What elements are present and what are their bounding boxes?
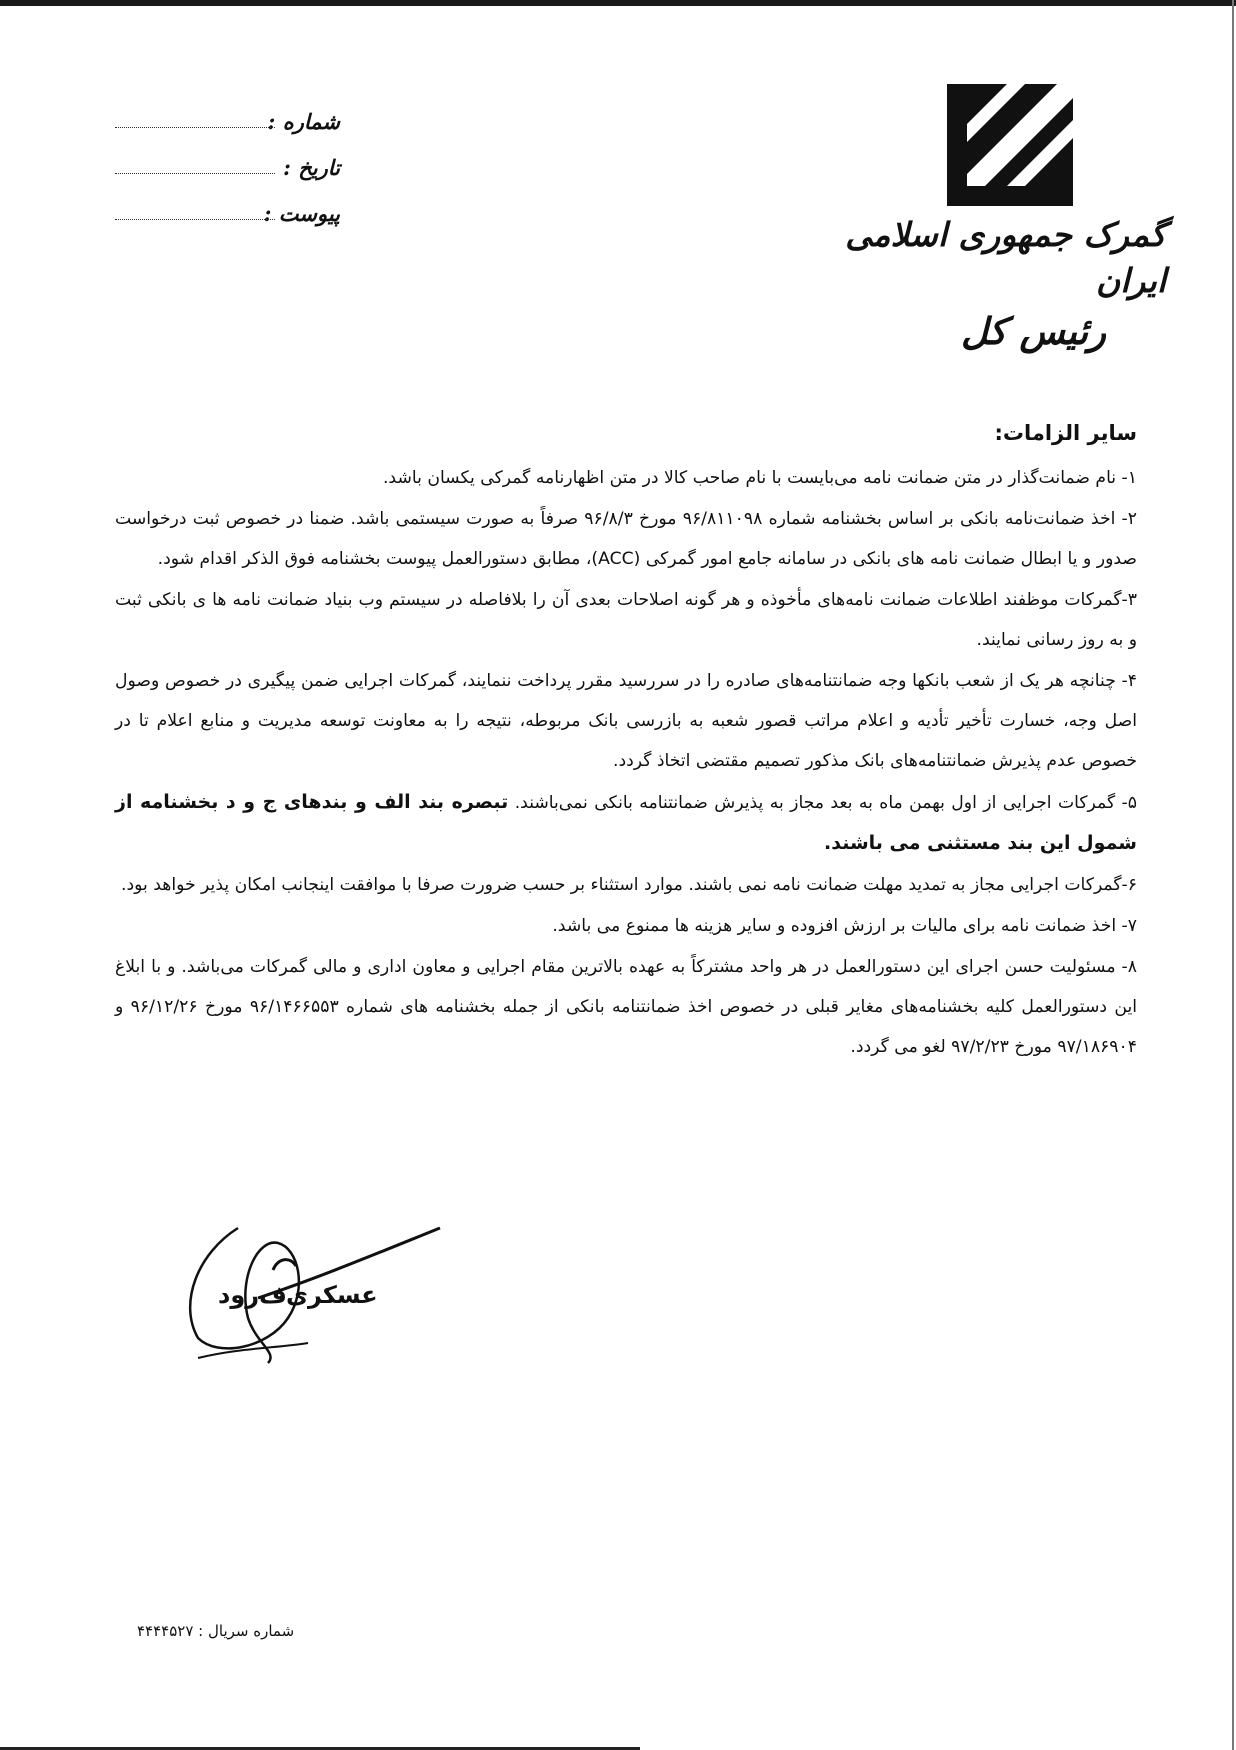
meta-attachment-line bbox=[115, 199, 275, 220]
meta-attachment-row bbox=[115, 180, 340, 226]
clause-4: ۴- چنانچه هر یک از شعب بانکها وجه ضمانتنامه‌های صادره را در سررسید مقرر پرداخت ننمایند، گمرکات اجرایی ضمن پیگیری در خصوص وصول اصل وجه، خسارت تأخیر تأدیه و اعلام مراتب قصور شعبه به بازرسی بانک مربوطه، نتیجه را به معاونت توسعه مدیریت و منابع اعلام تا در خصوص عدم پذیرش ضمانتنامه‌های بانک مذکور تصمیم مقتضی اتخاذ گردد. bbox=[115, 671, 1137, 771]
meta-date-row bbox=[115, 134, 340, 180]
top-border bbox=[0, 0, 1236, 6]
right-edge bbox=[1232, 0, 1234, 1750]
letter-body bbox=[115, 418, 1137, 1068]
serial-number: شماره سریال : ۴۴۴۴۵۲۷ bbox=[137, 1622, 295, 1640]
clause-5-note: تبصره بند الف و بندهای ج و د بخشنامه از شمول این بند مستثنی می باشند. bbox=[115, 791, 1137, 854]
clause-5-text: ۵- گمرکات اجرایی از اول بهمن ماه به بعد مجاز به پذیرش ضمانتنامه بانکی نمی‌باشند. bbox=[514, 793, 1137, 813]
meta-number-line bbox=[115, 107, 275, 128]
clause-2: ۲- اخذ ضمانت‌نامه بانکی بر اساس بخشنامه شماره ۹۶/۸۱۱۰۹۸ مورخ ۹۶/۸/۳ صرفاً به صورت سیستمی باشد. ضمنا در خصوص ثبت درخواست صدور و یا ابطال ضمانت نامه های بانکی در سامانه جامع امور گمرکی (ACC)، مطابق دستورالعمل پیوست بخشنامه فوق الذکر اقدام شود. bbox=[115, 509, 1137, 569]
customs-logo-icon bbox=[945, 82, 1075, 208]
organization-title bbox=[766, 212, 1166, 358]
handwritten-signature bbox=[178, 1208, 448, 1368]
section-heading: سایر الزامات: bbox=[994, 421, 1137, 445]
meta-attachment-label: پیوست : bbox=[263, 201, 340, 226]
svg-text:عسکری: عسکری bbox=[286, 1281, 378, 1309]
meta-date-label: تاریخ : bbox=[283, 155, 340, 180]
clause-3: ۳-گمرکات موظفند اطلاعات ضمانت نامه‌های مأخوذه و هر گونه اصلاحات بعدی آن را بلافاصله در سیستم وب بنیاد ضمانت نامه ها ی بانکی ثبت و به روز رسانی نمایند. bbox=[115, 590, 1137, 650]
clause-1: ۱- نام ضمانت‌گذار در متن ضمانت نامه می‌بایست با نام صاحب کالا در متن اظهارنامه گمرکی یکسان باشد. bbox=[382, 468, 1137, 488]
clause-7: ۷- اخذ ضمانت نامه برای مالیات بر ارزش افزوده و سایر هزینه ها ممنوع می باشد. bbox=[552, 916, 1137, 936]
clause-6: ۶-گمرکات اجرایی مجاز به تمدید مهلت ضمانت نامه نمی باشند. موارد استثناء بر حسب ضرورت صرفا با موافقت اینجانب امکان پذیر خواهد بود. bbox=[120, 875, 1137, 895]
clause-8: ۸- مسئولیت حسن اجرای این دستورالعمل در هر واحد مشترکاً به عهده بالاترین مقام اجرایی و معاون اداری و مالی گمرکات می‌باشد. و با ابلاغ این دستورالعمل کلیه بخشنامه‌های مغایر قبلی در خصوص اخذ ضمانتنامه بانکی از جمله بخشنامه های شماره ۹۶/۱۴۶۶۵۵۳ مورخ ۹۶/۱۲/۲۶ و ۹۷/۱۸۶۹۰۴ مورخ ۹۷/۲/۲۳ لغو می گردد. bbox=[115, 957, 1138, 1057]
meta-number-row bbox=[115, 88, 340, 134]
office-title: رئیس کل bbox=[960, 309, 1106, 353]
letter-meta-fields bbox=[115, 88, 340, 226]
clause-5 bbox=[115, 782, 1137, 864]
meta-number-label: شماره : bbox=[267, 109, 340, 134]
svg-text:ف‌رود: ف‌رود bbox=[218, 1281, 287, 1309]
organization-name: گمرک جمهوری اسلامی ایران bbox=[845, 215, 1166, 300]
meta-date-line bbox=[115, 153, 275, 174]
